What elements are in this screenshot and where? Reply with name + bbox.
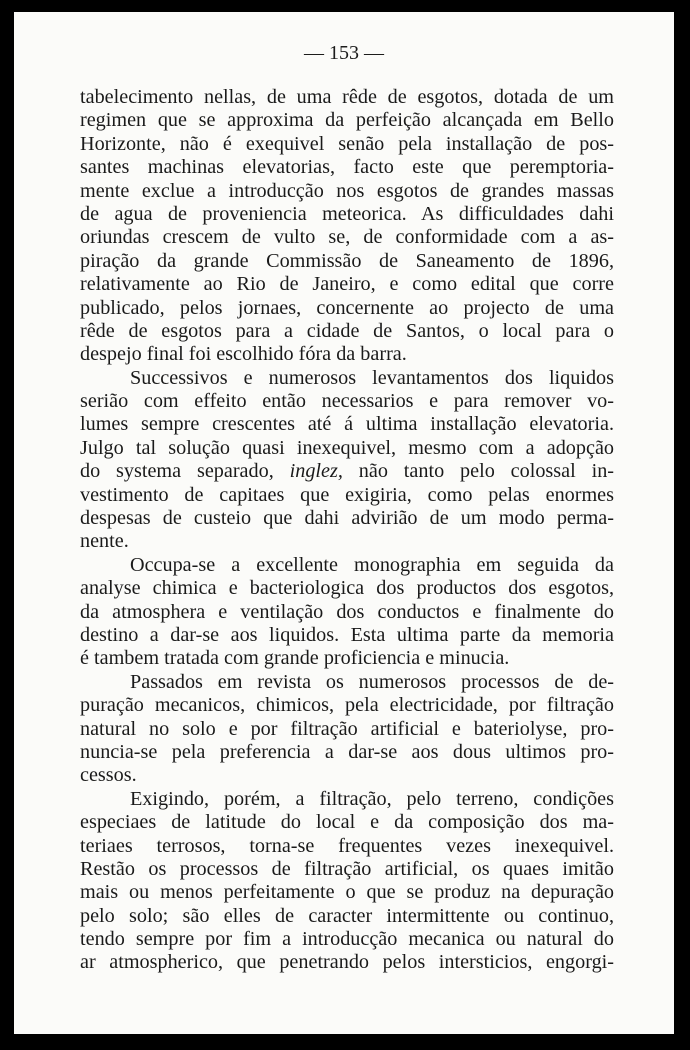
text-line: Exigindo, porém, a filtração, pelo terreno, condições — [130, 787, 614, 810]
text-line: destino a dar-se aos liquidos. Esta ultima parte da memoria — [80, 623, 614, 646]
text-line: natural no solo e por filtração artificial e bateriolyse, pro- — [80, 717, 614, 740]
text-line: despesas de custeio que dahi advirião de um modo perma- — [80, 507, 614, 530]
text-line: especiaes de latitude do local e da composição dos ma- — [80, 811, 614, 834]
text-line: serião com effeito então necessarios e para remover vo- — [80, 390, 614, 413]
text-line: relativamente ao Rio de Janeiro, e como edital que corre — [80, 273, 614, 296]
italic-word: inglez, — [289, 460, 343, 483]
text-line: nente. — [80, 530, 129, 553]
text-line: puração mecanicos, chimicos, pela electricidade, por filtração — [80, 694, 614, 717]
text-line: Passados em revista os numerosos processos de de- — [130, 670, 614, 693]
text-line: oriundas crescem de vulto se, de conformidade com a as- — [80, 226, 614, 249]
text-line: da atmosphera e ventilação dos conductos e finalmente do — [80, 600, 614, 623]
text-line: Julgo tal solução quasi inexequivel, mesmo com a adopção — [80, 436, 614, 459]
text-line: mais ou menos perfeitamente o que se produz na depuração — [80, 881, 614, 904]
text-line: pelo solo; são elles de caracter intermittente ou continuo, — [80, 904, 614, 927]
text-line: piração da grande Commissão de Saneamento de 1896, — [80, 249, 614, 272]
text-line: mente exclue a introducção nos esgotos de grandes massas — [80, 179, 614, 202]
body-text — [80, 86, 614, 975]
text-line: Occupa-se a excellente monographia em seguida da — [130, 553, 614, 576]
text-line: santes machinas elevatorias, facto este que peremptoria- — [80, 156, 614, 179]
text-line: Successivos e numerosos levantamentos dos liquidos — [130, 366, 614, 389]
text-line: tendo sempre por fim a introducção mecanica ou natural do — [80, 928, 614, 951]
text-line: teriaes terrosos, torna-se frequentes vezes inexequivel. — [80, 834, 614, 857]
text-line: publicado, pelos jornaes, concernente ao projecto de uma — [80, 296, 614, 319]
page-number-header: — 153 — — [304, 42, 384, 64]
text-line: do systema separado, inglez, não tanto pelo colossal in- — [80, 460, 615, 483]
text-line: lumes sempre crescentes até á ultima installação elevatoria. — [80, 413, 614, 436]
text-line: analyse chimica e bacteriologica dos productos dos esgotos, — [80, 577, 614, 600]
text-line: rêde de esgotos para a cidade de Santos, o local para o — [80, 319, 614, 342]
text-line: é tambem tratada com grande proficiencia e minucia. — [80, 647, 510, 670]
book-page — [14, 12, 674, 1034]
text-line: cessos. — [80, 764, 137, 787]
text-line: Horizonte, não é exequivel senão pela installação de pos- — [80, 132, 614, 155]
text-line: despejo final foi escolhido fóra da barra. — [80, 343, 407, 366]
text-line: nuncia-se pela preferencia a dar-se aos dous ultimos pro- — [80, 740, 614, 763]
text-line: ar atmospherico, que penetrando pelos intersticios, engorgi- — [80, 951, 614, 974]
text-line: vestimento de capitaes que exigiria, como pelas enormes — [80, 483, 614, 506]
text-line: Restão os processos de filtração artificial, os quaes imitão — [80, 857, 614, 880]
text-line: de agua de proveniencia meteorica. As difficuldades dahi — [80, 202, 614, 225]
text-line: regimen que se approxima da perfeição alcançada em Bello — [80, 109, 614, 132]
text-line: tabelecimento nellas, de uma rêde de esgotos, dotada de um — [80, 86, 614, 108]
